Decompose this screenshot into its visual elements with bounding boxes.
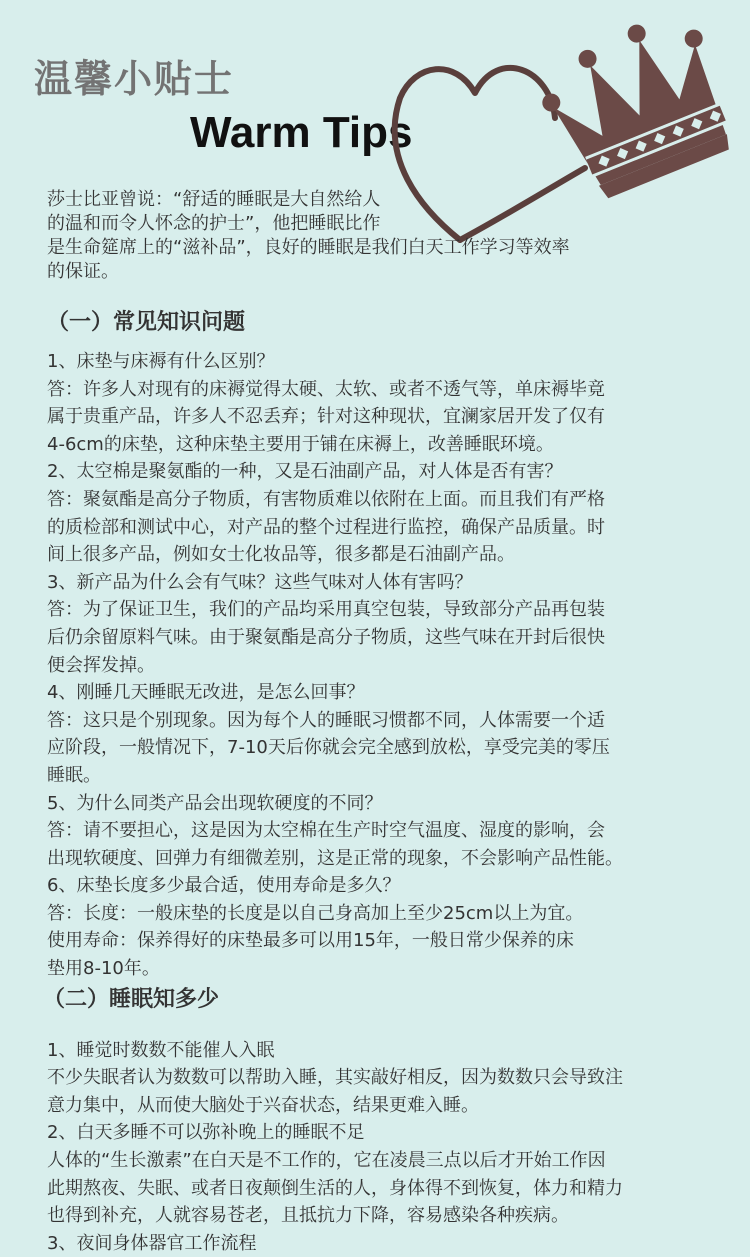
- text-line: 人体的“生长激素”在白天是不工作的，它在凌晨三点以后才开始工作因: [47, 1150, 606, 1172]
- text-line: 3、夜间身体器官工作流程: [47, 1232, 257, 1254]
- text-line: 4、刚睡几天睡眠无改进，是怎么回事？: [47, 682, 365, 704]
- text-line: 便会挥发掉。: [47, 654, 155, 676]
- answer-item: [47, 376, 727, 459]
- text-line: 不少失眠者认为数数可以帮助入睡，其实敲好相反，因为数数只会导致注: [47, 1067, 623, 1089]
- text-line: 2、太空棉是聚氨酯的一种，又是石油副产品，对人体是否有害？: [47, 461, 563, 483]
- question-item: [47, 679, 727, 707]
- answer-item: [47, 927, 727, 982]
- answer-item: [47, 596, 727, 679]
- text-line: 5、为什么同类产品会出现软硬度的不同？: [47, 792, 383, 814]
- section-heading-sleep: （二）睡眠知多少: [43, 986, 220, 1012]
- point-body: [47, 1064, 727, 1119]
- point-item: [47, 1119, 727, 1147]
- text-line: 意力集中，从而使大脑处于兴奋状态，结果更难入睡。: [47, 1094, 479, 1116]
- point-body: [47, 1147, 727, 1230]
- answer-item: [47, 817, 727, 872]
- crown-icon: [528, 8, 746, 208]
- text-line: 出现软硬度、回弹力有细微差别，这是正常的现象，不会影响产品性能。: [47, 847, 623, 869]
- point-item: [47, 1230, 727, 1257]
- text-line: 应阶段，一般情况下，7-10天后你就会完全感到放松，享受完美的零压: [47, 737, 610, 759]
- text-line: 2、白天多睡不可以弥补晚上的睡眠不足: [47, 1122, 365, 1144]
- answer-item: [47, 486, 727, 569]
- text-line: 答：许多人对现有的床褥觉得太硬、太软、或者不透气等，单床褥毕竟: [47, 378, 605, 400]
- text-line: 此期熬夜、失眠、或者日夜颠倒生活的人，身体得不到恢复，体力和精力: [47, 1177, 623, 1199]
- intro-line: 是生命筵席上的“滋补品”，良好的睡眠是我们白天工作学习等效率: [47, 237, 570, 258]
- text-line: 1、床垫与床褥有什么区别？: [47, 351, 275, 372]
- question-item: [47, 790, 727, 818]
- text-line: 答：长度：一般床垫的长度是以自己身高加上至少25cm以上为宜。: [47, 902, 584, 924]
- intro-line: 莎士比亚曾说：“舒适的睡眠是大自然给人: [47, 189, 381, 210]
- main-content: [43, 306, 727, 1257]
- point-item: [47, 1037, 727, 1065]
- text-line: 垫用8-10年。: [47, 958, 160, 980]
- text-line: 属于贵重产品，许多人不忍丢弃；针对这种现状，宜澜家居开发了仅有: [47, 406, 605, 428]
- text-line: 间上很多产品，例如女士化妆品等，很多都是石油副产品。: [47, 544, 515, 566]
- text-line: 6、床垫长度多少最合适，使用寿命是多久？: [47, 875, 401, 897]
- question-item: [47, 872, 727, 900]
- text-line: 睡眠。: [47, 764, 101, 786]
- text-line: 3、新产品为什么会有气味？这些气味对人体有害吗？: [47, 571, 473, 593]
- answer-item: [47, 900, 727, 928]
- text-line: 答：聚氨酯是高分子物质，有害物质难以依附在上面。而且我们有严格: [47, 488, 605, 510]
- question-item: [47, 569, 727, 597]
- intro-line: 的温和而令人怀念的护士”，他把睡眠比作: [47, 213, 381, 234]
- question-item: [47, 348, 727, 376]
- page-title-english: Warm Tips: [190, 108, 413, 157]
- text-line: 的质检部和测试中心，对产品的整个过程进行监控，确保产品质量。时: [47, 516, 605, 538]
- section-heading-faq: （一）常见知识问题: [47, 310, 246, 335]
- text-line: 答：请不要担心，这是因为太空棉在生产时空气温度、湿度的影响，会: [47, 820, 605, 842]
- text-line: 答：这只是个别现象。因为每个人的睡眠习惯都不同，人体需要一个适: [47, 709, 605, 731]
- text-line: 答：为了保证卫生，我们的产品均采用真空包装，导致部分产品再包装: [47, 599, 605, 621]
- intro-line: 的保证。: [47, 261, 119, 282]
- answer-item: [47, 707, 727, 790]
- intro-paragraph: [47, 188, 707, 284]
- text-line: 4-6cm的床垫，这种床垫主要用于铺在床褥上，改善睡眠环境。: [47, 433, 554, 455]
- question-item: [47, 458, 727, 486]
- text-line: 使用寿命：保养得好的床垫最多可以用15年，一般日常少保养的床: [47, 930, 574, 952]
- text-line: 1、睡觉时数数不能催人入眠: [47, 1039, 275, 1061]
- text-line: 也得到补充，人就容易苍老，且抵抗力下降，容易感染各种疾病。: [47, 1205, 569, 1227]
- text-line: 后仍余留原料气味。由于聚氨酯是高分子物质，这些气味在开封后很快: [47, 626, 605, 648]
- page-title-chinese: 温馨小贴士: [34, 57, 235, 101]
